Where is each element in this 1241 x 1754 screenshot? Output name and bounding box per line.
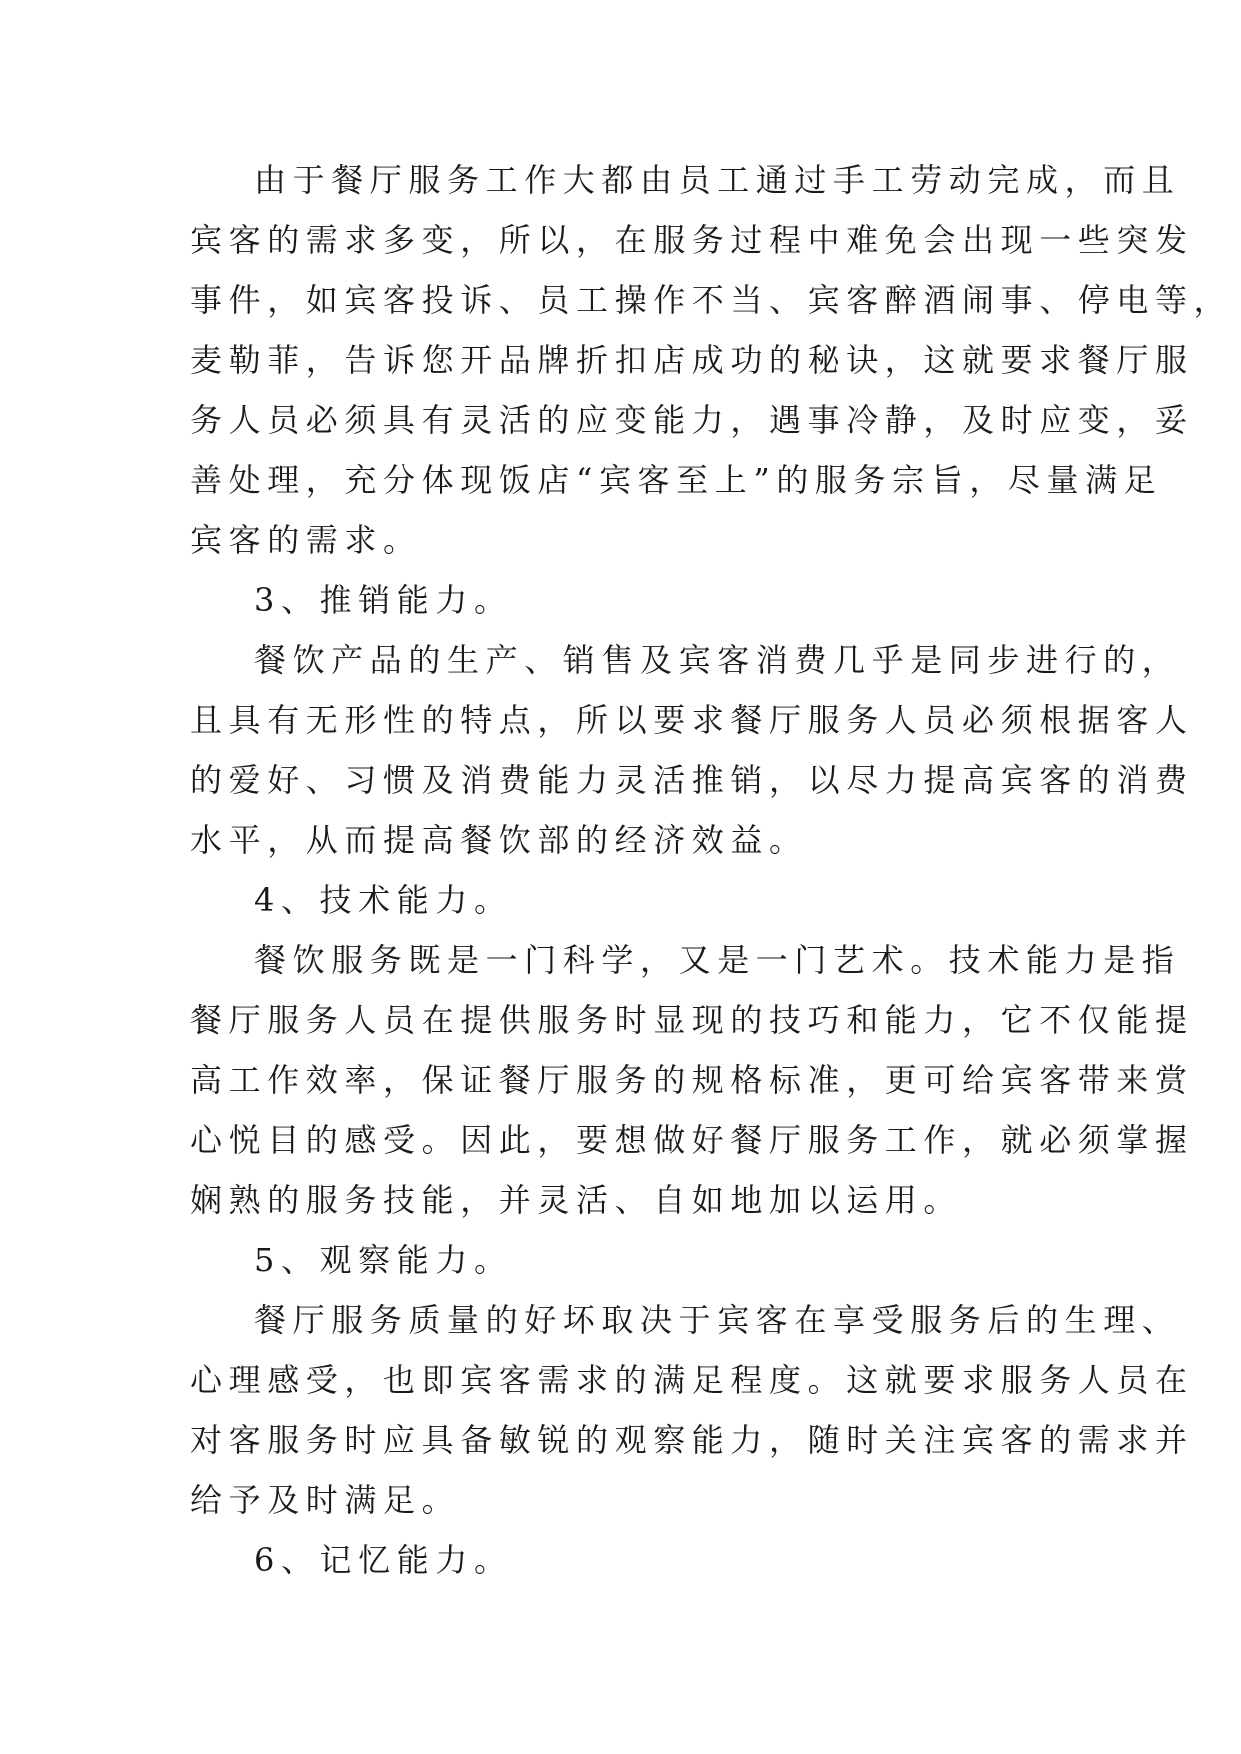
paragraph-line: 务人员必须具有灵活的应变能力，遇事冷静，及时应变，妥 — [190, 401, 1194, 439]
paragraph-line: 的爱好、习惯及消费能力灵活推销，以尽力提高宾客的消费 — [190, 761, 1194, 799]
paragraph-line: 事件，如宾客投诉、员工操作不当、宾客醉酒闹事、停电等， — [190, 281, 1233, 319]
paragraph-line: 餐饮产品的生产、销售及宾客消费几乎是同步进行的， — [254, 641, 1181, 679]
paragraph-line: 水平，从而提高餐饮部的经济效益。 — [190, 821, 808, 859]
paragraph-line: 娴熟的服务技能，并灵活、自如地加以运用。 — [190, 1181, 963, 1219]
section-heading: 5、观察能力。 — [254, 1241, 513, 1279]
paragraph-line: 宾客的需求。 — [190, 521, 422, 559]
paragraph-line: 且具有无形性的特点，所以要求餐厅服务人员必须根据客人 — [190, 701, 1194, 739]
paragraph-line: 善处理，充分体现饭店“宾客至上”的服务宗旨，尽量满足 — [190, 461, 1163, 499]
paragraph-line: 由于餐厅服务工作大都由员工通过手工劳动完成，而且 — [254, 161, 1181, 199]
section-heading: 4、技术能力。 — [254, 881, 513, 919]
document-body — [190, 150, 1233, 1590]
section-heading: 6、记忆能力。 — [254, 1541, 513, 1579]
paragraph-line: 心理感受，也即宾客需求的满足程度。这就要求服务人员在 — [190, 1361, 1194, 1399]
paragraph-line: 高工作效率，保证餐厅服务的规格标准，更可给宾客带来赏 — [190, 1061, 1194, 1099]
paragraph-line: 餐厅服务人员在提供服务时显现的技巧和能力，它不仅能提 — [190, 1001, 1194, 1039]
paragraph-line: 对客服务时应具备敏锐的观察能力，随时关注宾客的需求并 — [190, 1421, 1194, 1459]
paragraph-line: 餐饮服务既是一门科学，又是一门艺术。技术能力是指 — [254, 941, 1181, 979]
paragraph-line: 给予及时满足。 — [190, 1481, 461, 1519]
section-heading: 3、推销能力。 — [254, 581, 513, 619]
paragraph-line: 麦勒菲，告诉您开品牌折扣店成功的秘诀，这就要求餐厅服 — [190, 341, 1194, 379]
paragraph-line: 餐厅服务质量的好坏取决于宾客在享受服务后的生理、 — [254, 1301, 1181, 1339]
paragraph-line: 心悦目的感受。因此，要想做好餐厅服务工作，就必须掌握 — [190, 1121, 1194, 1159]
paragraph-line: 宾客的需求多变，所以，在服务过程中难免会出现一些突发 — [190, 221, 1194, 259]
